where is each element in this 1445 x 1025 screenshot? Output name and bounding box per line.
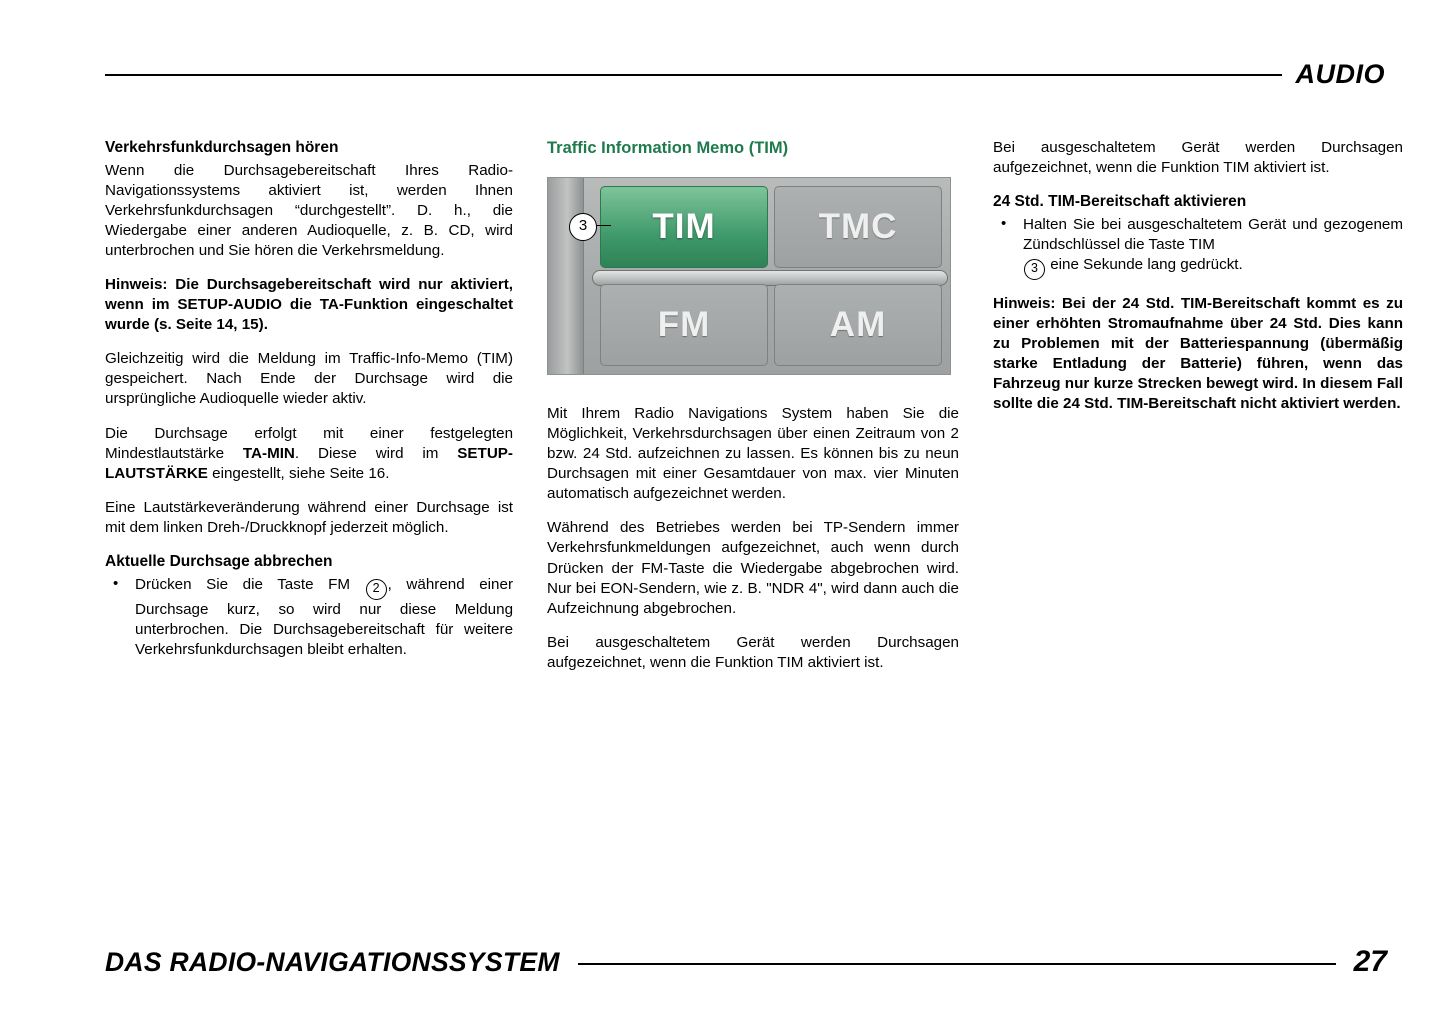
left-heading-cancel: Aktuelle Durchsage abbrechen [105, 552, 333, 570]
middle-paragraph-1: Mit Ihrem Radio Navigations System haben Sie die Möglichkeit, Verkehrsdurchsagen über einen Zeitraum von 2 bzw. 24 Std. aufzeichnen zu lassen. Es können bis zu neun Durchsagen mit einer Gesamtdauer von max. vier Minuten automatisch aufgezeichnet werden. [547, 405, 959, 503]
left-p3-text-3: eingestellt, siehe Seite 16. [207, 464, 390, 482]
header-title: AUDIO [1295, 58, 1385, 89]
left-paragraph-1: Wenn die Durchsagebereitschaft Ihres Radio-Navigationssystems aktiviert ist, werden Ihnen Verkehrsfunkdurchsagen “durchgestellt”. D. h., die Wiedergabe einer anderen Audioquelle, z. B. CD, wird unterbrochen und Sie hören die Verkehrsmeldung. [105, 161, 514, 260]
right-column [993, 138, 1403, 687]
left-bullet-text-2: , während einer Durchsage kurz, so wird nur diese Meldung unterbrochen. Die Durchsagebereitschaft für weitere Verkehrsfunkdurchsagen bleibt erhalten. [135, 575, 514, 658]
content-columns [105, 138, 1403, 687]
left-paragraph-2: Gleichzeitig wird die Meldung im Traffic-Info-Memo (TIM) gespeichert. Nach Ende der Durchsage wird die ursprüngliche Audioquelle wieder aktiv. [105, 350, 514, 408]
right-heading-24h: 24 Std. TIM-Bereitschaft aktivieren [993, 193, 1247, 211]
header-divider [105, 74, 1282, 76]
left-bullet-text-1: Drücken Sie die Taste FM [135, 575, 365, 593]
left-column [105, 138, 513, 687]
radio-side-strip [548, 178, 584, 374]
radio-panel [547, 177, 951, 375]
radio-button-fm[interactable]: FM [600, 284, 768, 366]
right-bullet-text-2: eine Sekunde lang gedrückt. [1046, 256, 1243, 274]
middle-heading-tim: Traffic Information Memo (TIM) [547, 139, 789, 157]
right-paragraph-1: Bei ausgeschaltetem Gerät werden Durchsagen aufgezeichnet, wenn die Funktion TIM aktiviert ist. [993, 139, 1403, 177]
left-p3-bold-setup: SETUP-LAUTSTÄRKE [105, 444, 513, 482]
left-p3-bold-ta-min: TA-MIN [242, 444, 295, 462]
radio-button-tim[interactable]: TIM [600, 186, 768, 268]
left-paragraph-3 [105, 424, 513, 484]
footer-page-number: 27 [1353, 945, 1387, 978]
callout-number-3: 3 [1024, 259, 1045, 280]
figure-callout-3: 3 [569, 213, 597, 241]
footer-title: DAS RADIO-NAVIGATIONSSYSTEM [105, 946, 560, 977]
callout-number-2: 2 [366, 579, 387, 600]
radio-button-tmc[interactable]: TMC [774, 186, 942, 268]
radio-button-am[interactable]: AM [774, 284, 942, 366]
radio-unit-figure [547, 177, 951, 382]
left-bullet-list [105, 575, 513, 660]
middle-paragraph-3: Bei ausgeschaltetem Gerät werden Durchsagen aufgezeichnet, wenn die Funktion TIM aktiviert ist. [547, 633, 959, 671]
left-bullet-item-1 [105, 575, 513, 660]
left-p3-text-2: . Diese wird im [294, 444, 458, 462]
left-p3-text-1: Die Durchsage erfolgt mit einer festgelegten Mindestlautstärke [105, 424, 514, 462]
right-bullet-list [993, 215, 1403, 280]
right-bullet-text-1: Halten Sie bei ausgeschaltetem Gerät und gezogenem Zündschlüssel die Taste TIM [1023, 215, 1403, 254]
page-header [105, 56, 1385, 92]
middle-column [547, 138, 959, 687]
page-footer [105, 939, 1387, 985]
right-bullet-item-1 [993, 215, 1403, 280]
footer-divider [578, 963, 1336, 965]
left-heading-listening: Verkehrsfunkdurchsagen hören [105, 139, 339, 156]
middle-paragraph-2: Während des Betriebes werden bei TP-Sendern immer Verkehrsfunkmeldungen aufgezeichnet, auch wenn durch Drücken der FM-Taste die Wiedergabe abgebrochen wird. Nur bei EON-Sendern, wie z. B. "NDR 4", wird dann auch die Aufzeichnung abgebrochen. [547, 519, 959, 617]
left-note-1: Hinweis: Die Durchsagebereitschaft wird nur aktiviert, wenn im SETUP-AUDIO die TA-Funktion eingeschaltet wurde (s. Seite 14, 15). [105, 276, 514, 334]
right-note-1: Hinweis: Bei der 24 Std. TIM-Bereitschaft kommt es zu einer erhöhten Stromaufnahme über 24 Std. Dies kann zu Problemen mit der Batteriespannung (übermäßig starke Entladung der Batterie) führen, wenn das Fahrzeug nur kurze Strecken bewegt wird. In diesem Fall sollte die 24 Std. TIM-Bereitschaft nicht aktiviert werden. [993, 295, 1403, 413]
left-paragraph-4: Eine Lautstärkeveränderung während einer Durchsage ist mit dem linken Dreh-/Druckknopf jederzeit möglich. [105, 498, 514, 536]
